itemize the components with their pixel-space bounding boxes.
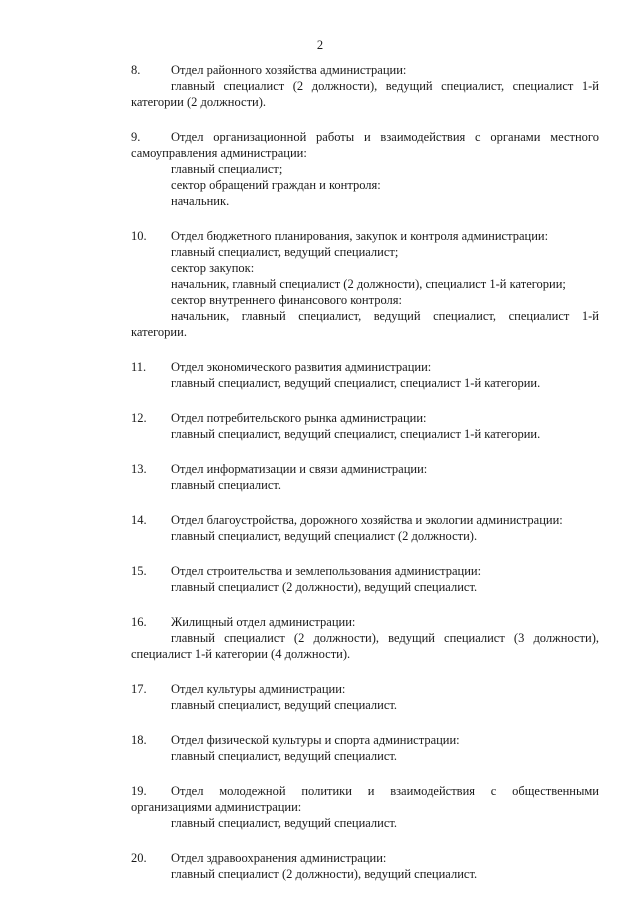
section-number: 18. — [131, 733, 147, 747]
section-title: Отдел благоустройства, дорожного хозяйства и экологии администрации: — [171, 513, 563, 527]
position-line: начальник, главный специалист, ведущий специалист, специалист 1-й — [171, 309, 599, 323]
section-heading — [131, 228, 599, 244]
section-number: 20. — [131, 851, 147, 865]
section-number: 19. — [131, 784, 147, 798]
section-number: 17. — [131, 682, 147, 696]
position-line: главный специалист (2 должности), ведущий специалист, специалист 1-й — [171, 79, 599, 93]
section-number: 9. — [131, 130, 141, 144]
position-line: специалист 1-й категории (4 должности). — [131, 647, 351, 661]
section-14 — [131, 512, 599, 544]
section-heading — [131, 732, 599, 748]
position-line: главный специалист; — [171, 162, 283, 176]
section-heading — [131, 563, 599, 579]
position-line: главный специалист, ведущий специалист. — [171, 698, 398, 712]
position-line: главный специалист. — [171, 478, 282, 492]
section-title: Отдел организационной работы и взаимодействия с органами местного — [171, 130, 599, 144]
section-title: Отдел физической культуры и спорта администрации: — [171, 733, 460, 747]
section-heading — [131, 359, 599, 375]
position-line: начальник. — [171, 194, 230, 208]
section-15 — [131, 563, 599, 595]
section-title: Отдел здравоохранения администрации: — [171, 851, 387, 865]
section-8 — [131, 62, 599, 110]
position-line: главный специалист, ведущий специалист; — [171, 245, 399, 259]
section-12 — [131, 410, 599, 442]
section-heading — [131, 850, 599, 866]
section-number: 12. — [131, 411, 147, 425]
section-title: Отдел культуры администрации: — [171, 682, 346, 696]
position-line: главный специалист, ведущий специалист, специалист 1-й категории. — [171, 376, 541, 390]
section-heading — [131, 681, 599, 697]
section-19 — [131, 783, 599, 831]
section-9 — [131, 129, 599, 209]
position-line: главный специалист (2 должности), ведущий специалист (3 должности), — [171, 631, 599, 645]
section-heading — [131, 614, 599, 630]
position-line: категории (2 должности). — [131, 95, 267, 109]
section-heading — [131, 129, 599, 145]
subsector-line: сектор закупок: — [171, 261, 255, 275]
section-title: Жилищный отдел администрации: — [171, 615, 356, 629]
section-title: Отдел строительства и землепользования администрации: — [171, 564, 482, 578]
section-10 — [131, 228, 599, 340]
section-17 — [131, 681, 599, 713]
section-number: 8. — [131, 63, 141, 77]
section-number: 13. — [131, 462, 147, 476]
section-number: 16. — [131, 615, 147, 629]
staff-list — [131, 62, 599, 901]
position-line: главный специалист, ведущий специалист (2 должности). — [171, 529, 478, 543]
section-number: 11. — [131, 360, 147, 374]
section-number: 14. — [131, 513, 147, 527]
section-18 — [131, 732, 599, 764]
section-heading — [131, 512, 599, 528]
section-title: Отдел информатизации и связи администрации: — [171, 462, 428, 476]
subsector-line: сектор обращений граждан и контроля: — [171, 178, 381, 192]
section-11 — [131, 359, 599, 391]
position-line: начальник, главный специалист (2 должности), специалист 1-й категории; — [171, 277, 566, 291]
section-20 — [131, 850, 599, 882]
section-16 — [131, 614, 599, 662]
section-number: 15. — [131, 564, 147, 578]
section-heading — [131, 410, 599, 426]
position-line: главный специалист, ведущий специалист. — [171, 749, 398, 763]
section-title: Отдел экономического развития администрации: — [171, 360, 432, 374]
section-heading — [131, 461, 599, 477]
section-title-continuation: организациями администрации: — [131, 800, 302, 814]
position-line: главный специалист (2 должности), ведущий специалист. — [171, 580, 478, 594]
subsector-line: сектор внутреннего финансового контроля: — [171, 293, 403, 307]
section-heading — [131, 783, 599, 799]
section-13 — [131, 461, 599, 493]
section-title: Отдел районного хозяйства администрации: — [171, 63, 407, 77]
position-line: главный специалист, ведущий специалист. — [171, 816, 398, 830]
section-heading — [131, 62, 599, 78]
section-title: Отдел молодежной политики и взаимодействия с общественными — [171, 784, 599, 798]
section-title: Отдел бюджетного планирования, закупок и контроля администрации: — [171, 229, 549, 243]
section-number: 10. — [131, 229, 147, 243]
section-title: Отдел потребительского рынка администрации: — [171, 411, 427, 425]
page-number: 2 — [316, 38, 324, 52]
position-line: главный специалист (2 должности), ведущий специалист. — [171, 867, 478, 881]
section-title-continuation: самоуправления администрации: — [131, 146, 307, 160]
position-line: категории. — [131, 325, 187, 339]
position-line: главный специалист, ведущий специалист, специалист 1-й категории. — [171, 427, 541, 441]
